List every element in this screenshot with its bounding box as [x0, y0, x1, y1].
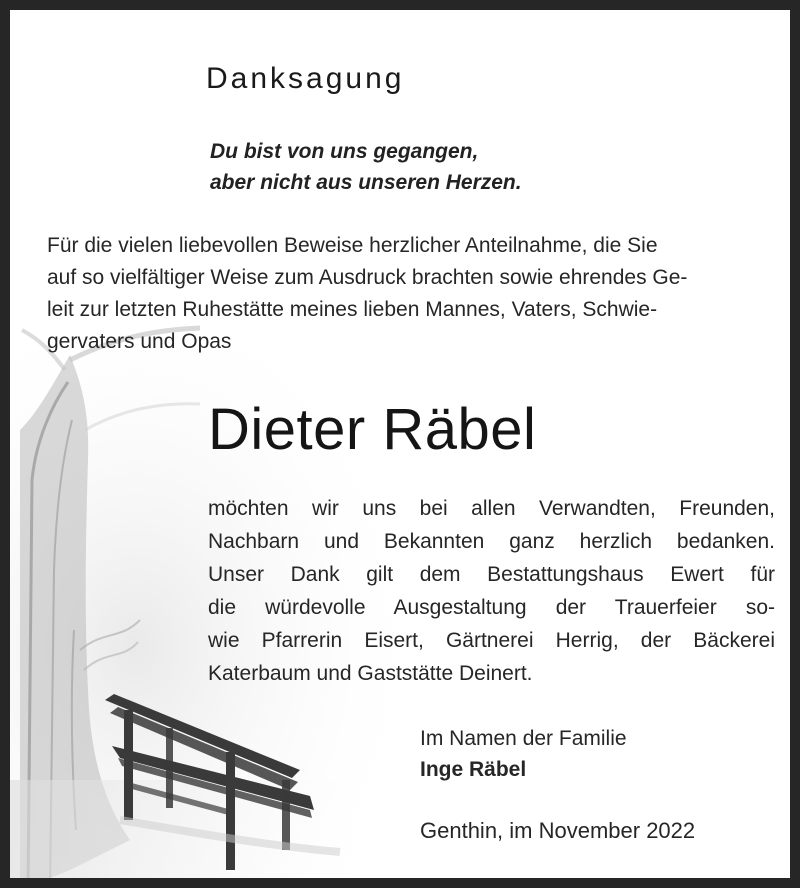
thanks-line: Katerbaum und Gaststätte Deinert. [208, 662, 533, 685]
thanks-line: wie Pfarrerin Eisert, Gärtnerei Herrig, der Bäckerei [208, 629, 775, 652]
motto-line: Du bist von uns gegangen, [210, 140, 479, 163]
thanks-line: Unser Dank gilt dem Bestattungshaus Ewert für [208, 563, 775, 586]
intro-line: gervaters und Opas [47, 330, 232, 353]
intro-line: auf so vielfältiger Weise zum Ausdruck brachten sowie ehrendes Ge- [47, 266, 688, 289]
place-date: Genthin, im November 2022 [420, 818, 696, 843]
thanks-line: die würdevolle Ausgestaltung der Trauerfeier so- [208, 596, 775, 619]
intro-line: leit zur letzten Ruhestätte meines lieben Mannes, Vaters, Schwie- [47, 298, 658, 321]
motto-line: aber nicht aus unseren Herzen. [210, 171, 522, 194]
thanks-line: Nachbarn und Bekannten ganz herzlich bedanken. [208, 530, 775, 553]
thanks-paragraph [208, 492, 775, 690]
thanks-line: möchten wir uns bei allen Verwandten, Freunden, [208, 497, 775, 520]
intro-paragraph [47, 230, 775, 358]
signature-block [420, 723, 627, 785]
motto [210, 136, 522, 198]
page-title: Danksagung [206, 62, 405, 95]
intro-line: Für die vielen liebevollen Beweise herzlicher Anteilnahme, die Sie [47, 234, 658, 257]
family-line: Im Namen der Familie [420, 727, 627, 750]
signer-name: Inge Räbel [420, 758, 527, 781]
deceased-name: Dieter Räbel [208, 397, 537, 462]
